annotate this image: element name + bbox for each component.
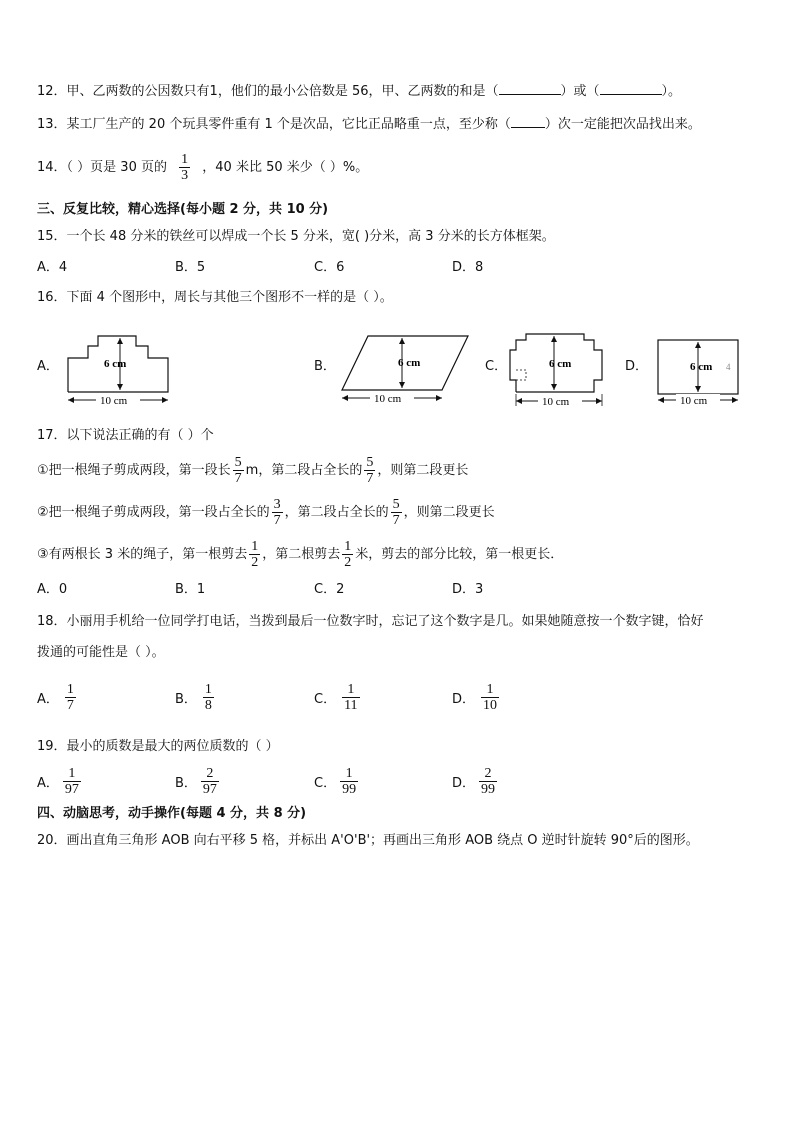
q17-option-c: C．2 bbox=[314, 582, 345, 597]
figure-a-stepped-shape bbox=[62, 330, 182, 410]
q14-text-a: 14．（ ）页是 30 页的 bbox=[37, 160, 167, 175]
q15-option-a: A．4 bbox=[37, 260, 68, 275]
q13-text-a: 13．某工厂生产的 20 个玩具零件重有 1 个是次品，它比正品略重一点，至少称（ bbox=[37, 117, 511, 132]
q17-statement-1: ①把一根绳子剪成两段，第一段长 $\frac{5}{7}$ m，第二段占全长的 $\frac{5}{7}$ ，则第二段更长 bbox=[37, 455, 469, 486]
fraction: $\frac{1}{2}$ bbox=[344, 539, 352, 570]
height-label: 6 cm bbox=[398, 357, 421, 369]
question-16: 16．下面 4 个图形中，周长与其他三个图形不一样的是（ ）。 bbox=[37, 290, 393, 305]
figure-c-cross-shape bbox=[506, 330, 612, 410]
figure-b-parallelogram bbox=[336, 330, 476, 410]
q18-option-d: D． $\frac{1}{10}$ bbox=[452, 682, 498, 713]
width-label: 10 cm bbox=[542, 396, 570, 408]
answer-blank bbox=[499, 82, 561, 95]
stray-mark: 4 bbox=[726, 362, 731, 372]
height-label: 6 cm bbox=[690, 361, 713, 373]
question-19: 19．最小的质数是最大的两位质数的（ ） bbox=[37, 739, 279, 754]
height-label: 6 cm bbox=[104, 358, 127, 370]
q13-text-b: ）次一定能把次品找出来。 bbox=[544, 117, 701, 132]
question-18-line-2: 拨通的可能性是（ ）。 bbox=[37, 645, 165, 660]
answer-blank bbox=[600, 82, 662, 95]
fraction: $\frac{5}{7}$ bbox=[234, 455, 242, 486]
q18-option-c: C． $\frac{1}{11}$ bbox=[314, 682, 358, 713]
q19-option-a: A． $\frac{1}{97}$ bbox=[37, 766, 79, 797]
question-13 bbox=[37, 115, 701, 134]
question-14 bbox=[37, 151, 368, 185]
height-label: 6 cm bbox=[549, 358, 572, 370]
section-4-heading: 四、动脑思考，动手操作(每题 4 分，共 8 分) bbox=[37, 806, 307, 821]
width-label: 10 cm bbox=[374, 393, 402, 405]
q15-option-c: C．6 bbox=[314, 260, 345, 275]
q14-text-b: ，40 米比 50 米少（ ）%。 bbox=[202, 160, 369, 175]
q12-text-b: ）或（ bbox=[560, 84, 600, 99]
fraction: $\frac{1}{2}$ bbox=[251, 539, 259, 570]
question-17: 17．以下说法正确的有（ ）个 bbox=[37, 428, 214, 443]
q16-option-c-label: C． bbox=[485, 359, 508, 374]
width-label: 10 cm bbox=[680, 395, 708, 407]
question-18-line-1: 18．小丽用手机给一位同学打电话，当拨到最后一位数字时，忘记了这个数字是几。如果她随意按一个数字键，恰好 bbox=[37, 614, 704, 629]
q15-option-b: B．5 bbox=[175, 260, 206, 275]
q18-option-a: A． $\frac{1}{7}$ bbox=[37, 682, 74, 713]
q19-option-d: D． $\frac{2}{99}$ bbox=[452, 766, 496, 797]
q16-option-a-label: A． bbox=[37, 359, 59, 374]
q16-option-b-label: B． bbox=[314, 359, 336, 374]
q19-option-c: C． $\frac{1}{99}$ bbox=[314, 766, 357, 797]
q17-statement-2: ②把一根绳子剪成两段，第一段占全长的 $\frac{3}{7}$ ，第二段占全长的 $\frac{5}{7}$ ，则第二段更长 bbox=[37, 497, 495, 528]
q15-option-d: D．8 bbox=[452, 260, 484, 275]
question-20: 20．画出直角三角形 AOB 向右平移 5 格，并标出 A'O'B'；再画出三角形 AOB 绕点 O 逆时针旋转 90°后的图形。 bbox=[37, 833, 699, 848]
q17-option-d: D．3 bbox=[452, 582, 484, 597]
fraction: $\frac{5}{7}$ bbox=[366, 455, 374, 486]
fraction: $\frac{1}{3}$ bbox=[181, 152, 189, 183]
q17-statement-3: ③有两根长 3 米的绳子，第一根剪去 $\frac{1}{2}$ ，第二根剪去 $\frac{1}{2}$ 米，剪去的部分比较，第一根更长． bbox=[37, 539, 564, 570]
q17-option-a: A．0 bbox=[37, 582, 68, 597]
fraction: $\frac{3}{7}$ bbox=[273, 497, 281, 528]
section-3-heading: 三、反复比较，精心选择(每小题 2 分，共 10 分) bbox=[37, 202, 329, 217]
answer-blank bbox=[511, 115, 545, 128]
q12-text-c: ）。 bbox=[661, 84, 682, 99]
q12-text-a: 12．甲、乙两数的公因数只有1，他们的最小公倍数是 56，甲、乙两数的和是（ bbox=[37, 84, 499, 99]
figure-d-rectangle bbox=[652, 334, 748, 408]
question-15: 15．一个长 48 分米的铁丝可以焊成一个长 5 分米，宽( )分米，高 3 分米的长方体框架。 bbox=[37, 229, 555, 244]
q17-option-b: B．1 bbox=[175, 582, 206, 597]
width-label: 10 cm bbox=[100, 395, 128, 407]
question-12 bbox=[37, 82, 681, 101]
q18-option-b: B． $\frac{1}{8}$ bbox=[175, 682, 212, 713]
q19-option-b: B． $\frac{2}{97}$ bbox=[175, 766, 217, 797]
q16-option-d-label: D． bbox=[625, 359, 649, 374]
fraction: $\frac{5}{7}$ bbox=[392, 497, 400, 528]
